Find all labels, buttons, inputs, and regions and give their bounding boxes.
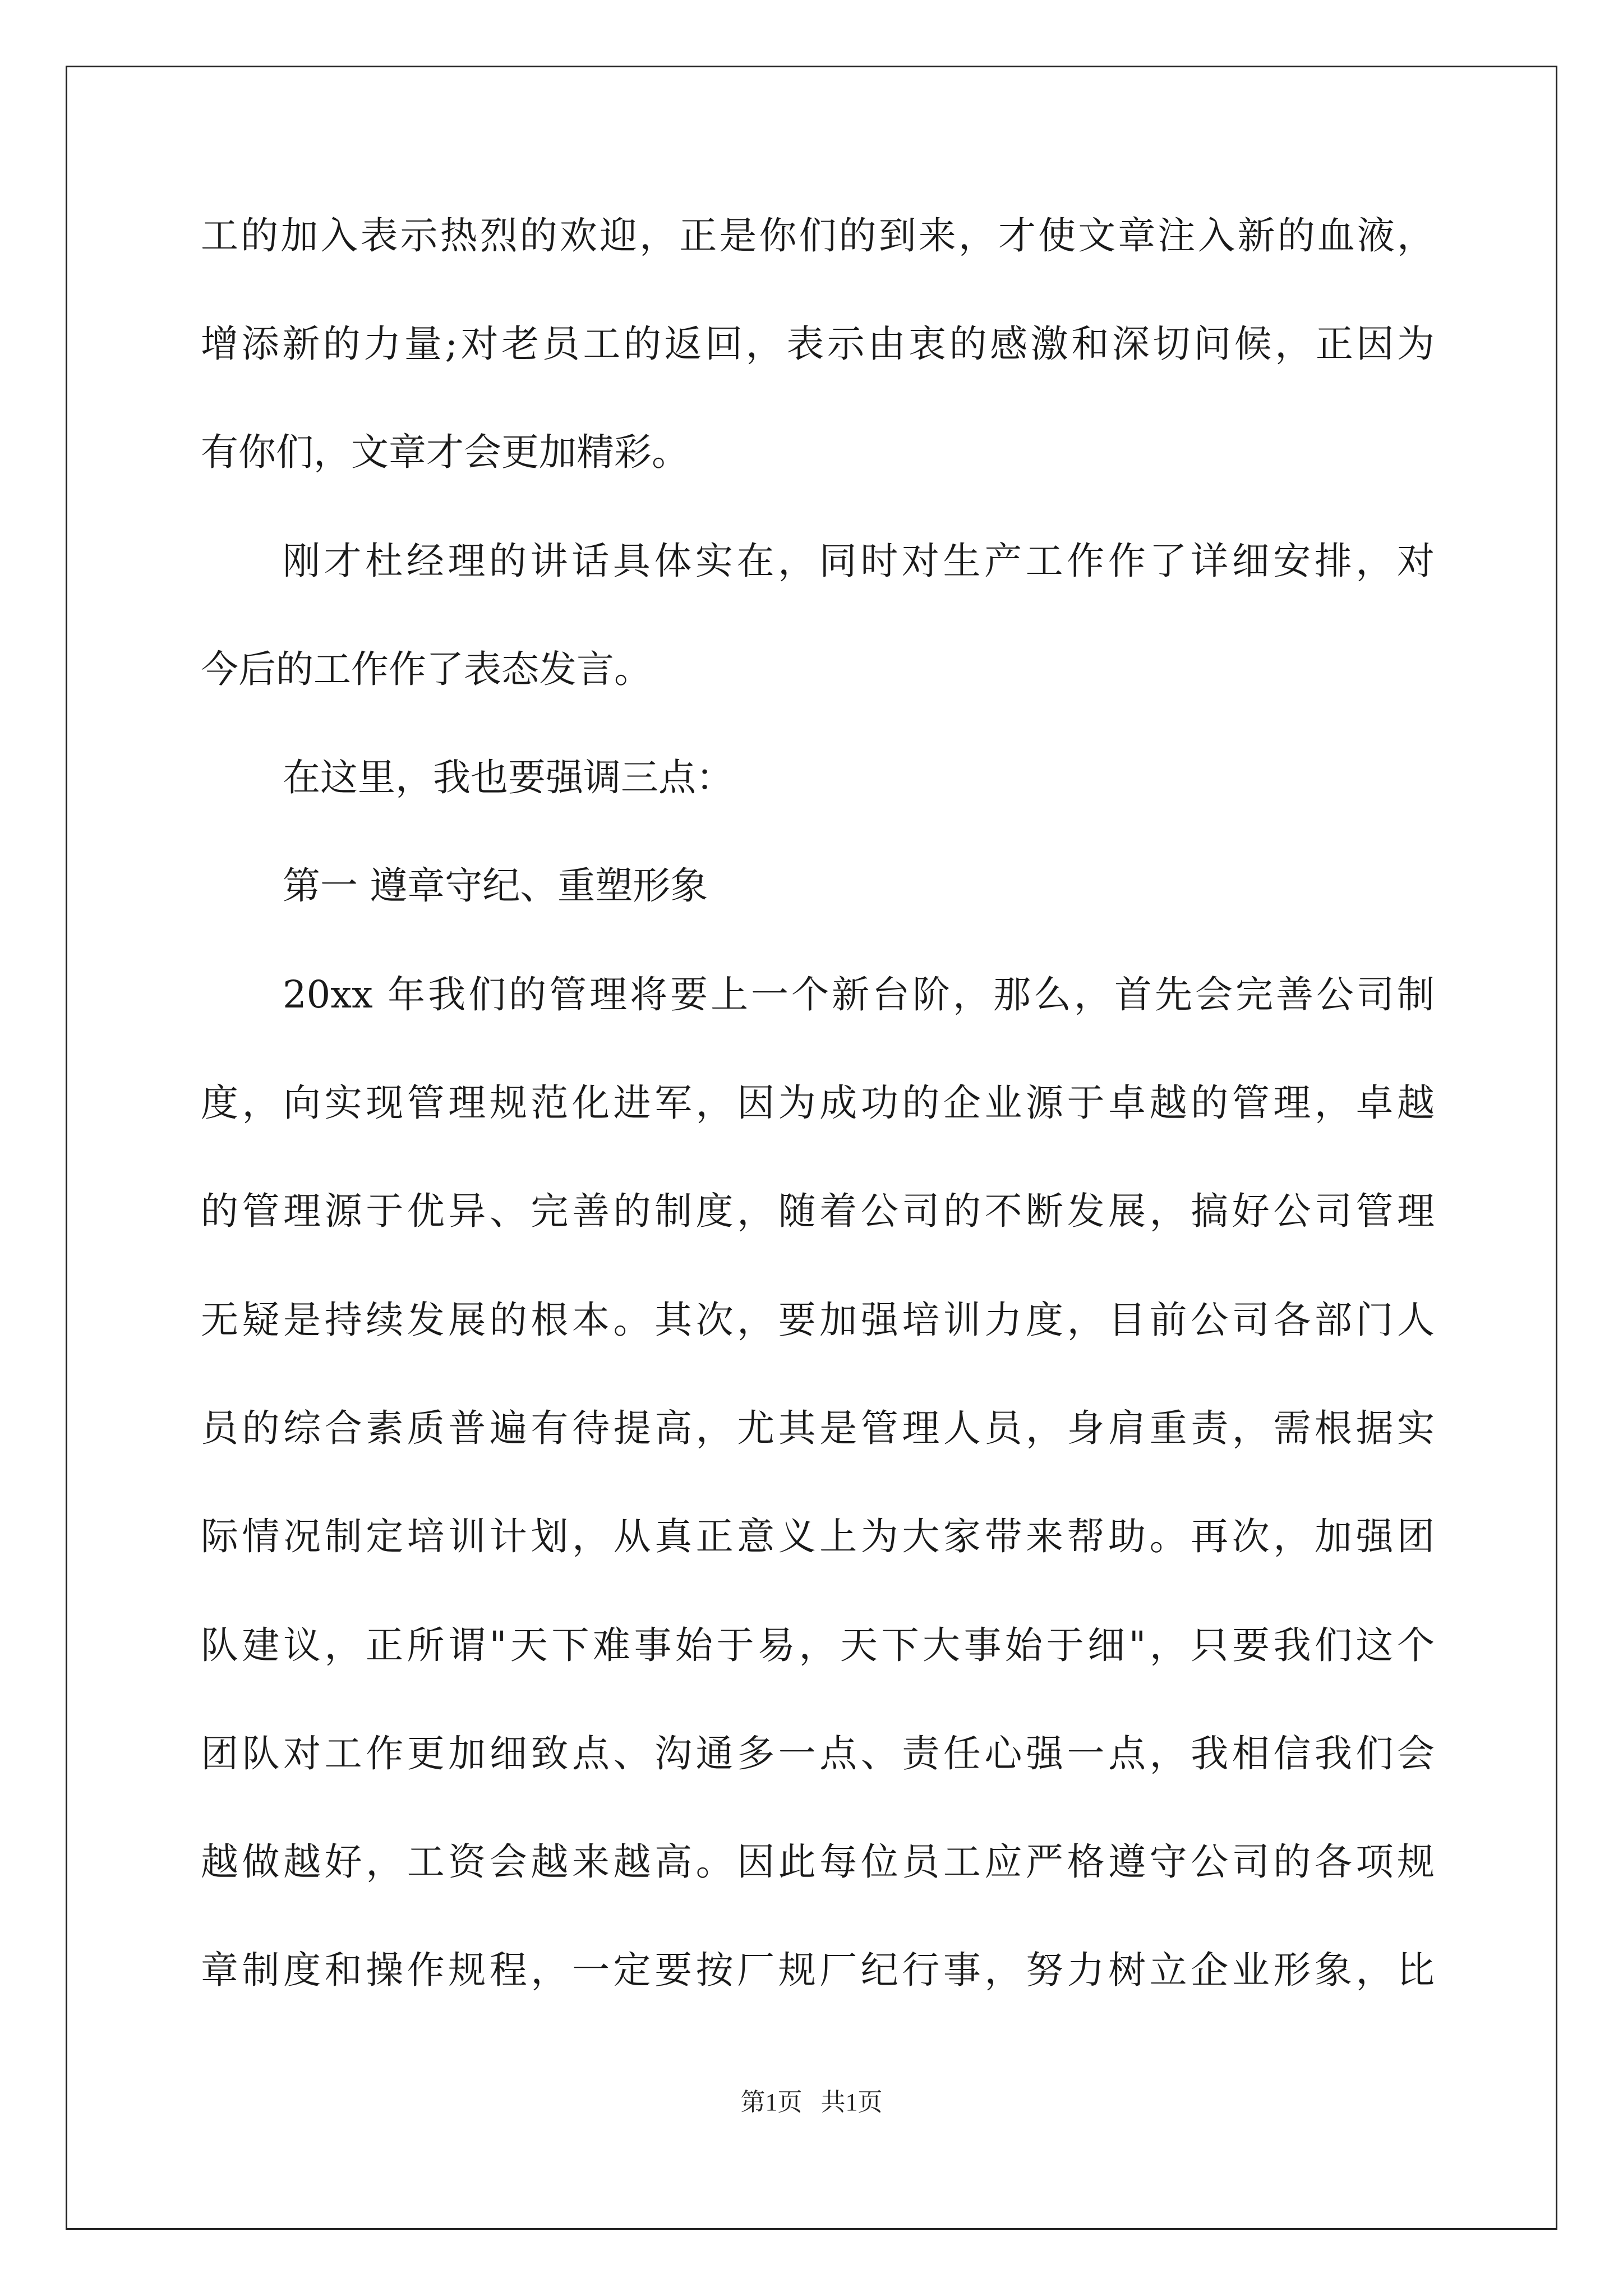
text-line: 际情况制定培训计划，从真正意义上为大家带来帮助。再次，加强团 bbox=[201, 1515, 1435, 1558]
page-number: 第1页 bbox=[740, 2088, 803, 2116]
page-footer bbox=[0, 2086, 1623, 2119]
section-heading: 第一 遵章守纪、重塑形象 bbox=[283, 864, 708, 908]
text-line: 越做越好，工资会越来越高。因此每位员工应严格遵守公司的各项规 bbox=[201, 1840, 1435, 1884]
paragraph-first-line: 刚才杜经理的讲话具体实在，同时对生产工作作了详细安排，对 bbox=[283, 539, 1435, 583]
text-line: 章制度和操作规程，一定要按厂规厂纪行事，努力树立企业形象，比 bbox=[201, 1948, 1435, 1992]
text-line: 团队对工作更加细致点、沟通多一点、责任心强一点，我相信我们会 bbox=[201, 1732, 1435, 1775]
page-total: 共1页 bbox=[820, 2088, 883, 2116]
text-line: 有你们，文章才会更加精彩。 bbox=[201, 430, 689, 474]
text-line: 增添新的力量;对老员工的返回，表示由衷的感激和深切问候，正因为 bbox=[201, 322, 1435, 366]
text-line: 员的综合素质普遍有待提高，尤其是管理人员，身肩重责，需根据实 bbox=[201, 1406, 1435, 1450]
page-border bbox=[66, 66, 1557, 2230]
text-line: 的管理源于优异、完善的制度，随着公司的不断发展，搞好公司管理 bbox=[201, 1189, 1435, 1233]
text-line: 工的加入表示热烈的欢迎，正是你们的到来，才使文章注入新的血液， bbox=[201, 214, 1435, 257]
text-line: 队建议，正所谓"天下难事始于易，天下大事始于细"，只要我们这个 bbox=[201, 1623, 1435, 1667]
paragraph-first-line: 在这里，我也要强调三点： bbox=[283, 756, 734, 799]
text-line: 今后的工作作了表态发言。 bbox=[201, 647, 652, 691]
text-line: 无疑是持续发展的根本。其次，要加强培训力度，目前公司各部门人 bbox=[201, 1298, 1435, 1342]
text-line: 度，向实现管理规范化进军，因为成功的企业源于卓越的管理，卓越 bbox=[201, 1081, 1435, 1125]
paragraph-first-line: 20xx 年我们的管理将要上一个新台阶，那么，首先会完善公司制 bbox=[283, 973, 1435, 1016]
